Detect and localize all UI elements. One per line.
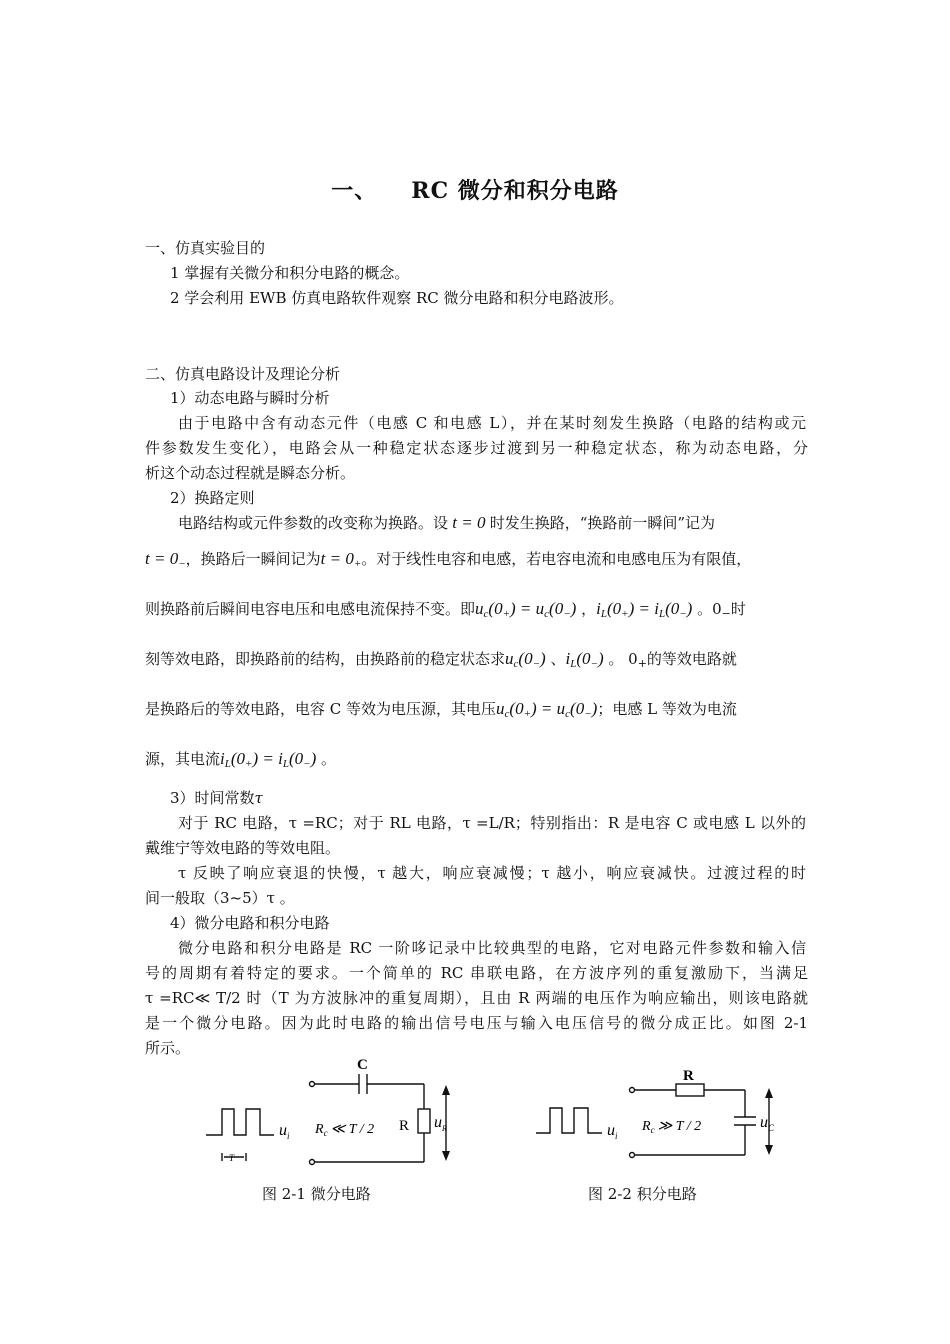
figure-differentiator	[200, 1055, 470, 1170]
sub4-title: 4）微分电路和积分电路	[170, 914, 330, 932]
sub2-line-1	[178, 511, 841, 535]
fig1-input-label: $u_i$	[279, 1122, 290, 1141]
page-title	[0, 174, 950, 205]
sub2-line-3: 则换路前后瞬间电容电压和电感电流保持不变。即$u_c(0_+) = u_c(0_-)$ ，$i_L(0_+) = i_L(0_-)$ 。$0_-$时	[145, 599, 746, 620]
tau-symbol: τ	[254, 789, 263, 807]
section1-item-2: 2 学会利用 EWB 仿真电路软件观察 RC 微分电路和积分电路波形。	[170, 289, 624, 307]
sub3-line-3: τ 反映了响应衰退的快慢，τ 越大，响应衰减慢；τ 越小，响应衰减快。过渡过程的时	[178, 864, 806, 882]
sub2-text: 。对于线性电容和电感，若电容电流和电感电压为有限值，	[361, 550, 752, 568]
sub2-text: 电路结构或元件参数的改变称为换路。设	[178, 514, 449, 532]
sub2-line-6: 源，其电流$i_L(0_+) = i_L(0_-)$ 。	[145, 749, 337, 770]
title-text: RC 微分和积分电路	[411, 178, 619, 204]
eq-uc-source: $u_c(0_+) = u_c(0_-)$	[496, 699, 598, 720]
fig1-resistor-label: R	[399, 1118, 410, 1134]
sub3-line-2: 戴维宁等效电路的等效电阻。	[145, 839, 341, 857]
eq-t0minus: $t = 0_-$	[145, 549, 186, 570]
eq-t0plus: $t = 0_+$	[320, 549, 362, 570]
sub1-line-1: 由于电路中含有动态元件（电感 C 和电感 L），并在某时刻发生换路（电路的结构或元	[178, 414, 806, 432]
sub2-line-2	[145, 547, 808, 576]
section2-heading: 二、仿真电路设计及理论分析	[145, 365, 341, 383]
fig1-output-label: $u_R$	[434, 1114, 447, 1133]
sub3-line-1: 对于 RC 电路，τ =RC；对于 RL 电路，τ =L/R；特别指出：R 是电容 C 或电感 L 以外的	[178, 814, 806, 832]
fig2-output-label: $u_C$	[760, 1114, 775, 1133]
fig1-condition: $R_c$ ≪ T / 2	[315, 1122, 375, 1138]
sub1-line-2: 件参数发生变化），电路会从一种稳定状态逐步过渡到另一种稳定状态，称为动态电路，分	[145, 439, 808, 457]
figure-integrator	[530, 1060, 790, 1170]
sub2-text: 则换路前后瞬间电容电压和电感电流保持不变。即	[145, 600, 476, 618]
sub3-line-4: 间一般取（3~5）τ 。	[145, 889, 295, 907]
fig2-caption: 图 2-2 积分电路	[588, 1185, 697, 1203]
section1-heading: 一、仿真实验目的	[145, 239, 266, 257]
eq-il-0minus: $i_L(0_-)$	[565, 649, 604, 670]
sub2-title: 2）换路定则	[170, 489, 255, 507]
sub2-text: ；电感 L 等效为电流	[597, 700, 737, 718]
eq-il-source: $i_L(0_+) = i_L(0_-)$	[220, 749, 317, 770]
eq-uc-0minus: $u_c(0_-)$	[505, 649, 546, 670]
sub1-title: 1）动态电路与瞬时分析	[170, 389, 330, 407]
fig2-condition: $R_c$ ≫ T / 2	[642, 1119, 702, 1135]
sub2-text: 源，其电流	[145, 750, 221, 768]
sub2-text: 的等效电路就	[646, 650, 737, 668]
sub1-line-3: 析这个动态过程就是瞬态分析。	[145, 464, 356, 482]
fig2-resistor-label: R	[683, 1068, 694, 1084]
fig1-caption: 图 2-1 微分电路	[262, 1185, 371, 1203]
sub2-line-4: 刻等效电路，即换路前的结构，由换路前的稳定状态求$u_c(0_-)$ 、$i_L(0_-)$ 。 $0_+$的等效电路就	[145, 649, 737, 670]
eq-t0: t = 0	[448, 513, 490, 532]
sub3-title: 3）时间常数τ	[170, 789, 263, 807]
sub2-text: 时发生换路，“换路前一瞬间”记为	[489, 514, 716, 532]
fig1-period-label: T	[229, 1153, 235, 1163]
section1-item-1: 1 掌握有关微分和积分电路的概念。	[170, 264, 410, 282]
sub2-line-5	[145, 697, 808, 726]
eq-uc-continuity: $u_c(0_+) = u_c(0_-)$	[475, 599, 577, 620]
sub2-text: 时	[730, 600, 746, 618]
sub2-text: 是换路后的等效电路，电容 C 等效为电压源，其电压	[145, 700, 497, 718]
fig1-capacitor-label: C	[357, 1057, 368, 1073]
sub4-line-2: 号的周期有着特定的要求。一个简单的 RC 串联电路，在方波序列的重复激励下，当满足	[145, 964, 808, 982]
sub4-line-1: 微分电路和积分电路是 RC 一阶哆记录中比较典型的电路，它对电路元件参数和输入信	[178, 939, 806, 957]
fig2-input-label: $u_i$	[607, 1122, 618, 1141]
sub4-line-4: 是一个微分电路。因为此时电路的输出信号电压与输入电压信号的微分成正比。如图 2-1	[145, 1014, 808, 1032]
eq-il-continuity: $i_L(0_+) = i_L(0_-)$	[596, 599, 693, 620]
sub4-line-3: τ =RC≪ T/2 时（T 为方波脉冲的重复周期），且由 R 两端的电压作为响应输出，则该电路就	[145, 989, 808, 1007]
sub2-text: 刻等效电路，即换路前的结构，由换路前的稳定状态求	[145, 650, 506, 668]
sub4-line-5: 所示。	[145, 1039, 191, 1057]
sub2-text: ，换路后一瞬间记为	[185, 550, 321, 568]
title-number: 一、	[331, 178, 378, 204]
